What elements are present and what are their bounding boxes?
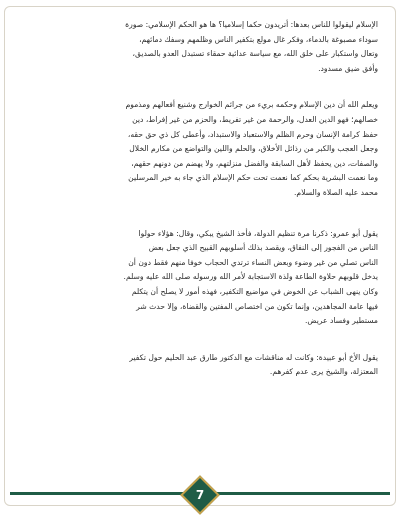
text-line: فيها عامة المجاهدين، وإنما تكون من اختصاص المفتين والقضاة، وإلا حدث شر — [136, 301, 378, 311]
text-line: مستطير وفساد عريض. — [305, 316, 378, 326]
text-line: الناس من الفجور إلى النفاق، ويقصد بذلك أسلوبهم القبيح الذي جعل بعض — [148, 243, 378, 253]
text-line: يقول الأخ أبو عبيدة: وكانت له مناقشات مع الدكتور طارق عبد الحليم حول تكفير — [129, 352, 378, 362]
text-line: الإسلام ليقولوا للناس بعدها: أتريدون حكما إسلاميا؟ ها هو الحكم الإسلامي: صورة — [125, 20, 378, 29]
text-line: ويعلم الله أن دين الإسلام وحكمه بريء من جرائم الخوارج وشنيع أفعالهم ومذموم — [125, 100, 378, 110]
text-line: خصالهم؛ فهو الدين العدل، والرحمة من غير تفريط، والحزم من غير إفراط، دين — [132, 114, 378, 124]
text-line: يقول أبو عمرو: ذكرنا مرة تنظيم الدولة، فأخذ الشيخ يبكي، وقال: هؤلاء حولوا — [138, 228, 378, 238]
text-line: وأفق ضيق مسدود. — [318, 63, 378, 73]
paragraph-3 — [22, 227, 378, 329]
text-line: حفظ كرامة الإنسان وحرم الظلم والاستعباد والاستبداد، وأعطى كل ذي حق حقه، — [127, 129, 378, 139]
text-line: وجعل العجب والكبر من رذائل الأخلاق، والحلم واللين والتواضع من مكارم الخلال — [129, 144, 378, 154]
paragraph-1 — [22, 18, 378, 76]
text-line: وكان ينهى الشباب عن الخوض في مواضيع التكفير، فهذه أمور لا يصلح أن يتكلم — [131, 286, 378, 296]
text-line: المعتزلة، والشيخ يرى عدم كفرهم. — [269, 367, 378, 377]
text-line: والصفات، دين يحفظ لأهل السابقة والفضل منزلتهم، ولا يهضم من دونهم حقهم، — [131, 158, 378, 168]
page-number: 7 — [195, 488, 205, 502]
text-line: وما نعمت البشرية بحكم كما نعمت تحت حكم الإسلام الذي جاء به خير المرسلين — [128, 173, 378, 183]
paragraph-2 — [22, 98, 378, 200]
text-line: سوداء مصبوغة بالدماء، وفكر غال مولع بتكفير الناس وظلمهم وسفك دمائهم، — [139, 34, 378, 44]
text-line: محمد عليه الصلاة والسلام. — [293, 187, 378, 197]
paragraph-4 — [22, 351, 378, 380]
text-line: يدخل قلوبهم حلاوة الطاعة ولذة الاستجابة لأمر الله ورسوله صلى الله عليه وسلم. — [123, 272, 378, 282]
document-body — [22, 18, 378, 402]
text-line: وتعال واستكبار على خلق الله، مع سياسة عدائية حمقاء تستبدل العدو بالصديق، — [132, 49, 378, 59]
text-line: الناس تصلي من غير وضوء وبعض النساء ترتدي الحجاب خوفا منهم فقط دون أن — [128, 257, 378, 267]
